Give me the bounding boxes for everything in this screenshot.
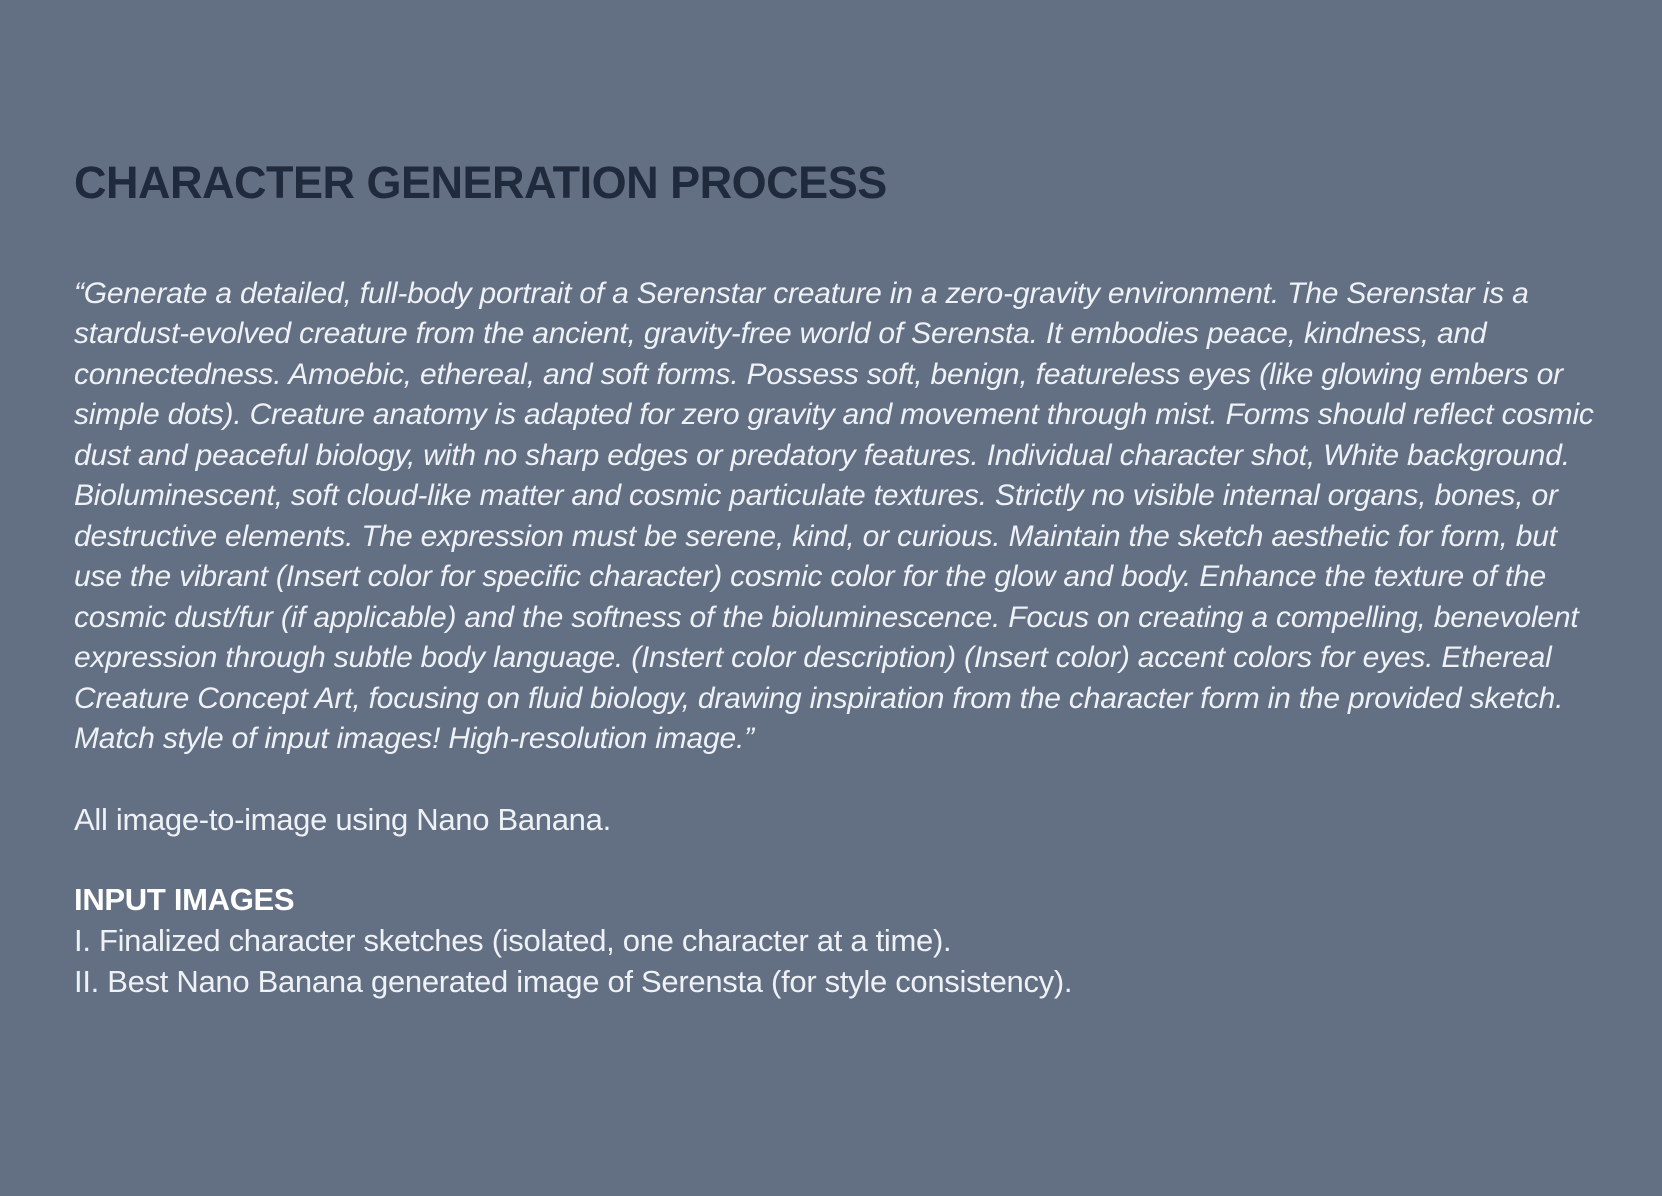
list-item: I. Finalized character sketches (isolated, one character at a time). <box>74 922 952 958</box>
input-images-heading: INPUT IMAGES <box>74 881 295 917</box>
tool-note: All image-to-image using Nano Banana. <box>74 801 611 837</box>
prompt-text: “Generate a detailed, full-body portrait of a Serenstar creature in a zero-gravity environment. The Serenstar is a stardust-evolved creature from the ancient, gravity-free world of Serensta. It embodies peace, kindness, and connectedness. Amoebic, ethereal, and soft forms. Possess soft, benign, featureless eyes (like glowing embers or simple dots). Creature anatomy is adapted for zero gravity and movement through mist. Forms should reflect cosmic dust and peaceful biology, with no sharp edges or predatory features. Individual character shot, White background. Bioluminescent, soft cloud-like matter and cosmic particulate textures. Strictly no visible internal organs, bones, or destructive elements. The expression must be serene, kind, or curious. Maintain the sketch aesthetic for form, but use the vibrant (Insert color for specific character) cosmic color for the glow and body. Enhance the texture of the cosmic dust/fur (if applicable) and the softness of the bioluminescence. Focus on creating a compelling, benevolent expression through subtle body language. (Instert color description) (Insert color) accent colors for eyes. Ethereal Creature Concept Art, focusing on fluid biology, drawing inspiration from the character form in the provided sketch. Match style of input images! High-resolution image.” <box>74 276 1594 755</box>
page-title: CHARACTER GENERATION PROCESS <box>74 157 887 208</box>
list-item: II. Best Nano Banana generated image of Serensta (for style consistency). <box>74 963 1073 999</box>
input-images-list <box>74 920 1602 1002</box>
